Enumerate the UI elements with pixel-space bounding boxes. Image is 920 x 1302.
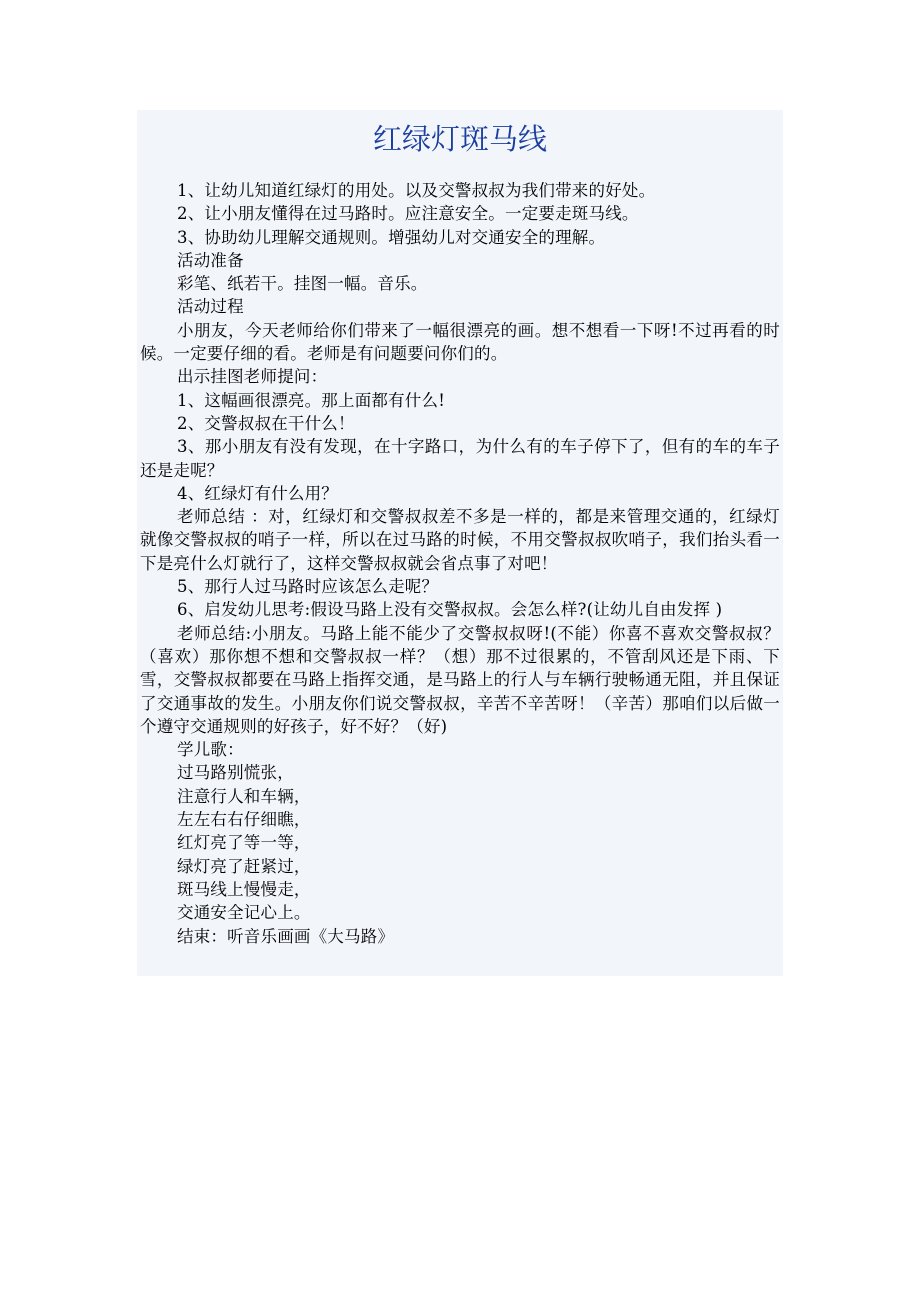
rhyme-line-2: 注意行人和车辆， [177, 786, 311, 806]
question-6: 6、启发幼儿思考:假设马路上没有交警叔叔。会怎么样?(让幼儿自由发挥 ) [177, 600, 723, 620]
document-title: 红绿灯斑马线 [372, 122, 547, 156]
question-4: 4、红绿灯有什么用？ [177, 483, 338, 503]
rhyme-line-3: 左左右右仔细瞧， [177, 810, 311, 830]
question-5: 5、那行人过马路时应该怎么走呢？ [177, 577, 439, 597]
question-1: 1、这幅画很漂亮。那上面都有什么! [177, 390, 446, 410]
rhyme-line-4: 红灯亮了等一等， [177, 833, 311, 853]
teacher-summary-1: 老师总结 ：对，红绿灯和交警叔叔差不多是一样的，都是来管理交通的，红绿灯就像交警叔叔的哨子一样，所以在过马路的时候，不用交警叔叔吹哨子，我们抬头看一下是亮什么灯就行了，这样交警叔叔就会省点事了对吧！ [140, 507, 780, 573]
document-body [140, 179, 780, 948]
rhyme-line-1: 过马路别慌张， [177, 763, 294, 783]
section-heading-process: 活动过程 [177, 297, 244, 317]
question-3: 3、那小朋友有没有发现，在十字路口，为什么有的车子停下了，但有的车的车子还是走呢？ [140, 437, 780, 480]
closing-activity: 结束：听音乐画画《大马路》 [177, 926, 395, 946]
goal-3: 3、协助幼儿理解交通规则。增强幼儿对交通安全的理解。 [177, 227, 606, 247]
teacher-summary-2: 老师总结:小朋友。马路上能不能少了交警叔叔呀!(不能）你喜不喜欢交警叔叔？（喜欢）那你想不想和交警叔叔一样？（想）那不过很累的，不管刮风还是下雨、下雪，交警叔叔都要在马路上指挥交通，是马路上的行人与车辆行驶畅通无阻，并且保证了交通事故的发生。小朋友你们说交警叔叔，辛苦不辛苦呀！（辛苦）那咱们以后做一个遵守交通规则的好孩子，好不好？（好) [140, 623, 780, 736]
section-heading-preparation: 活动准备 [177, 250, 244, 270]
goal-2: 2、让小朋友懂得在过马路时。应注意安全。一定要走斑马线。 [177, 204, 639, 224]
rhyme-line-7: 交通安全记心上。 [177, 903, 311, 923]
goal-1: 1、让幼儿知道红绿灯的用处。以及交警叔叔为我们带来的好处。 [177, 181, 656, 200]
question-2: 2、交警叔叔在干什么！ [177, 413, 355, 433]
rhyme-line-6: 斑马线上慢慢走， [177, 879, 311, 899]
rhyme-line-5: 绿灯亮了赶紧过， [177, 856, 311, 876]
materials-list: 彩笔、纸若干。挂图一幅。音乐。 [177, 274, 428, 294]
show-picture-prompt: 出示挂图老师提问： [177, 367, 328, 387]
intro-paragraph: 小朋友，今天老师给你们带来了一幅很漂亮的画。想不想看一下呀!不过再看的时候。一定要仔细的看。老师是有问题要问你们的。 [140, 320, 780, 364]
nursery-rhyme-heading: 学儿歌： [177, 740, 244, 760]
document-block [137, 110, 783, 976]
